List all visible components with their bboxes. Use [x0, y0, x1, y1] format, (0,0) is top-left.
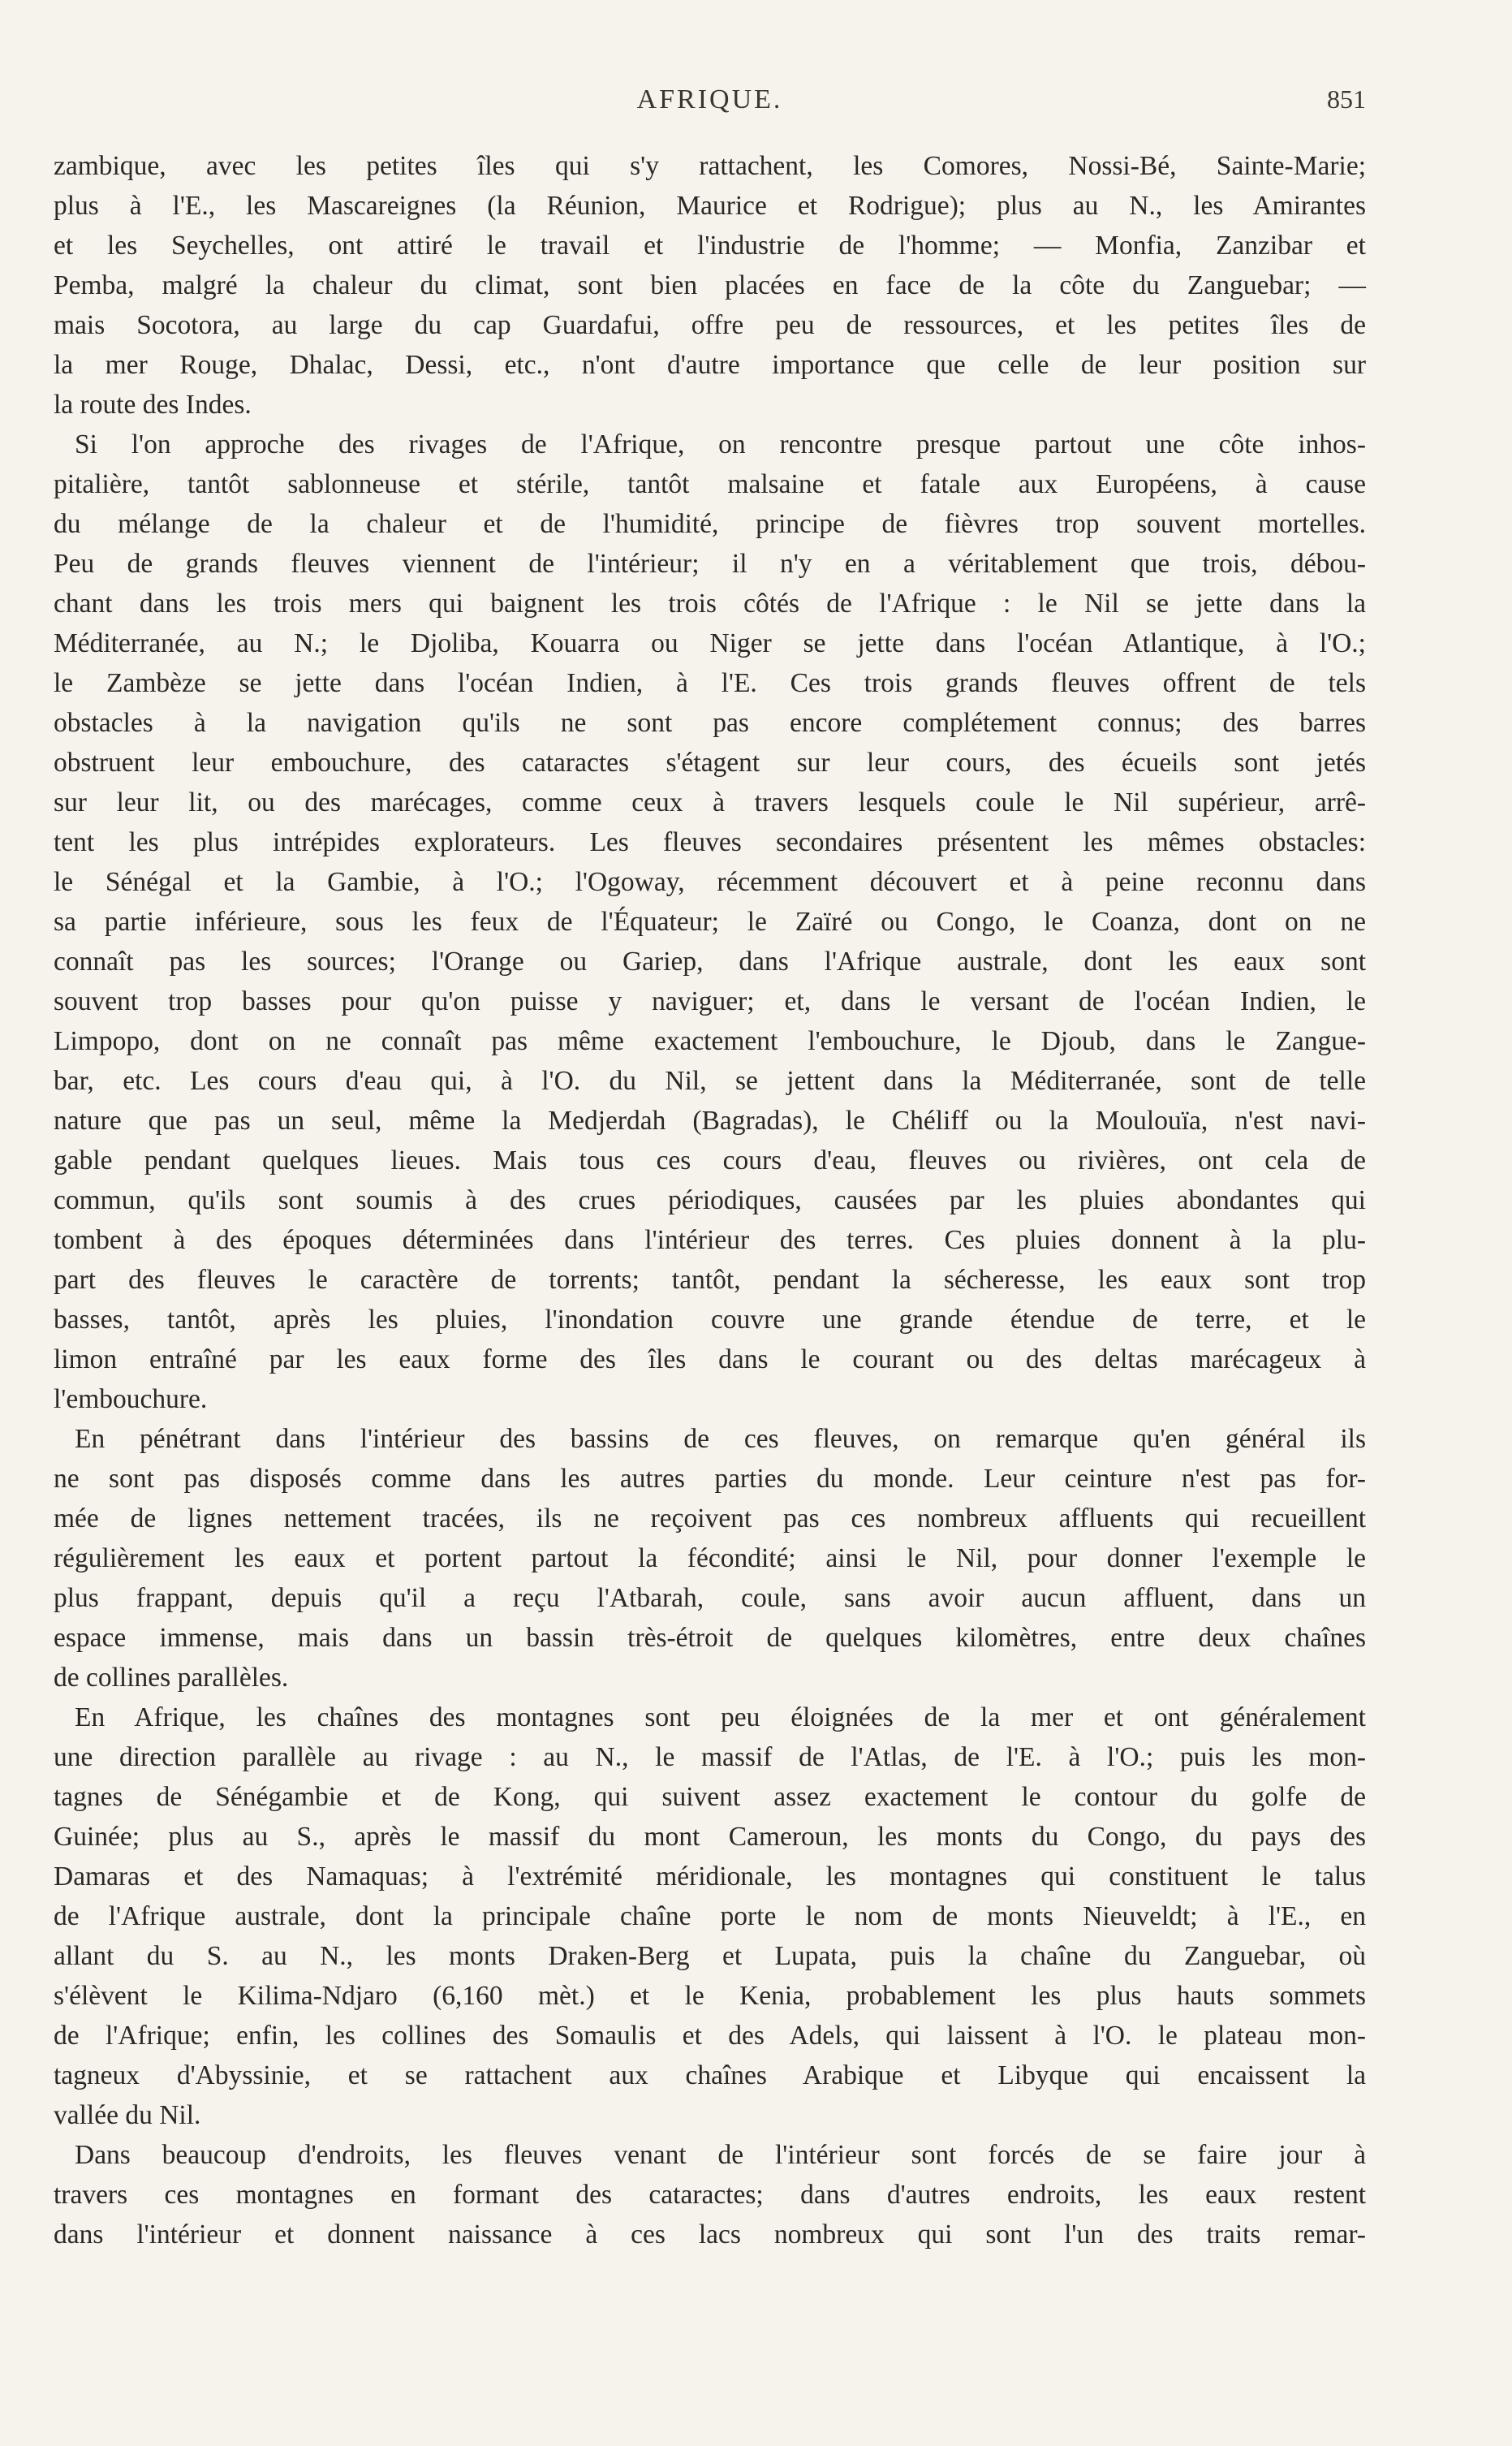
text-line: Limpopo, dont on ne connaît pas même exactement l'embouchure, le Djoub, dans le Zangue-: [54, 1026, 1366, 1056]
text-line: obstacles à la navigation qu'ils ne sont pas encore complétement connus; des barres: [54, 708, 1366, 738]
text-line: ne sont pas disposés comme dans les autres parties du monde. Leur ceinture n'est pas for-: [54, 1464, 1366, 1494]
text-line: commun, qu'ils sont soumis à des crues périodiques, causées par les pluies abondantes qui: [54, 1185, 1366, 1215]
text-line: travers ces montagnes en formant des cataractes; dans d'autres endroits, les eaux restent: [54, 2180, 1366, 2210]
text-line: gable pendant quelques lieues. Mais tous ces cours d'eau, fleuves ou rivières, ont cela de: [54, 1145, 1366, 1176]
text-line: de l'Afrique; enfin, les collines des Somaulis et des Adels, qui laissent à l'O. le plateau mon-: [54, 2021, 1366, 2051]
text-line: mée de lignes nettement tracées, ils ne reçoivent pas ces nombreux affluents qui recueillent: [54, 1503, 1366, 1534]
text-line: pitalière, tantôt sablonneuse et stérile, tantôt malsaine et fatale aux Européens, à cause: [54, 469, 1366, 499]
paragraph-start-line: Si l'on approche des rivages de l'Afrique, on rencontre presque partout une côte inhos-: [75, 429, 1366, 459]
text-line: souvent trop basses pour qu'on puisse y naviguer; et, dans le versant de l'océan Indien, le: [54, 986, 1366, 1016]
text-line: tent les plus intrépides explorateurs. Les fleuves secondaires présentent les mêmes obstacles:: [54, 827, 1366, 857]
text-line: chant dans les trois mers qui baignent les trois côtés de l'Afrique : le Nil se jette dans la: [54, 589, 1366, 619]
text-line: part des fleuves le caractère de torrents; tantôt, pendant la sécheresse, les eaux sont trop: [54, 1265, 1366, 1295]
text-line: le Sénégal et la Gambie, à l'O.; l'Ogoway, récemment découvert et à peine reconnu dans: [54, 867, 1366, 897]
text-line: bar, etc. Les cours d'eau qui, à l'O. du Nil, se jettent dans la Méditerranée, sont de telle: [54, 1066, 1366, 1096]
paragraph-start-line: En Afrique, les chaînes des montagnes sont peu éloignées de la mer et ont généralement: [75, 1702, 1366, 1732]
text-line: tagnes de Sénégambie et de Kong, qui suivent assez exactement le contour du golfe de: [54, 1782, 1366, 1812]
text-line: espace immense, mais dans un bassin très-étroit de quelques kilomètres, entre deux chaînes: [54, 1623, 1366, 1653]
text-line: l'embouchure.: [54, 1384, 208, 1414]
text-line: la route des Indes.: [54, 390, 252, 420]
text-line: s'élèvent le Kilima-Ndjaro (6,160 mèt.) et le Kenia, probablement les plus hauts sommets: [54, 1981, 1366, 2011]
text-line: tombent à des époques déterminées dans l'intérieur des terres. Ces pluies donnent à la plu-: [54, 1225, 1366, 1255]
text-line: nature que pas un seul, même la Medjerdah (Bagradas), le Chéliff ou la Moulouïa, n'est navi-: [54, 1106, 1366, 1136]
text-line: sa partie inférieure, sous les feux de l'Équateur; le Zaïré ou Congo, le Coanza, dont on ne: [54, 907, 1366, 937]
text-line: dans l'intérieur et donnent naissance à ces lacs nombreux qui sont l'un des traits remar-: [54, 2220, 1366, 2250]
text-line: Damaras et des Namaquas; à l'extrémité méridionale, les montagnes qui constituent le talus: [54, 1861, 1366, 1892]
text-line: régulièrement les eaux et portent partout la fécondité; ainsi le Nil, pour donner l'exemple le: [54, 1543, 1366, 1573]
text-line: de collines parallèles.: [54, 1663, 289, 1693]
text-line: tagneux d'Abyssinie, et se rattachent aux chaînes Arabique et Libyque qui encaissent la: [54, 2060, 1366, 2090]
paragraph-start-line: Dans beaucoup d'endroits, les fleuves venant de l'intérieur sont forcés de se faire jour à: [75, 2140, 1366, 2170]
body-text: [54, 146, 1366, 2254]
text-line: plus frappant, depuis qu'il a reçu l'Atbarah, coule, sans avoir aucun affluent, dans un: [54, 1583, 1366, 1613]
paragraph-start-line: En pénétrant dans l'intérieur des bassins de ces fleuves, on remarque qu'en général ils: [75, 1424, 1366, 1454]
text-line: limon entraîné par les eaux forme des îles dans le courant ou des deltas marécageux à: [54, 1344, 1366, 1374]
text-line: une direction parallèle au rivage : au N., le massif de l'Atlas, de l'E. à l'O.; puis les mon-: [54, 1742, 1366, 1772]
text-line: vallée du Nil.: [54, 2100, 201, 2130]
text-line: sur leur lit, ou des marécages, comme ceux à travers lesquels coule le Nil supérieur, arrê-: [54, 787, 1366, 817]
text-line: basses, tantôt, après les pluies, l'inondation couvre une grande étendue de terre, et le: [54, 1305, 1366, 1335]
text-line: de l'Afrique australe, dont la principale chaîne porte le nom de monts Nieuveldt; à l'E., en: [54, 1901, 1366, 1931]
text-line: la mer Rouge, Dhalac, Dessi, etc., n'ont d'autre importance que celle de leur position sur: [54, 350, 1366, 380]
text-line: Peu de grands fleuves viennent de l'intérieur; il n'y en a véritablement que trois, débou-: [54, 549, 1366, 579]
text-line: connaît pas les sources; l'Orange ou Gariep, dans l'Afrique australe, dont les eaux sont: [54, 947, 1366, 977]
text-line: et les Seychelles, ont attiré le travail et l'industrie de l'homme; — Monfia, Zanzibar et: [54, 231, 1366, 261]
text-line: plus à l'E., les Mascareignes (la Réunion, Maurice et Rodrigue); plus au N., les Amirantes: [54, 191, 1366, 221]
text-line: du mélange de la chaleur et de l'humidité, principe de fièvres trop souvent mortelles.: [54, 509, 1366, 539]
text-line: le Zambèze se jette dans l'océan Indien, à l'E. Ces trois grands fleuves offrent de tels: [54, 668, 1366, 698]
text-line: mais Socotora, au large du cap Guardafui, offre peu de ressources, et les petites îles de: [54, 310, 1366, 340]
running-header: [54, 84, 1366, 125]
text-line: Pemba, malgré la chaleur du climat, sont bien placées en face de la côte du Zanguebar; —: [54, 270, 1366, 300]
text-line: Guinée; plus au S., après le massif du mont Cameroun, les monts du Congo, du pays des: [54, 1822, 1366, 1852]
text-line: zambique, avec les petites îles qui s'y rattachent, les Comores, Nossi-Bé, Sainte-Marie;: [54, 151, 1366, 181]
running-title: AFRIQUE.: [636, 84, 783, 114]
text-line: obstruent leur embouchure, des cataractes s'étagent sur leur cours, des écueils sont jetés: [54, 748, 1366, 778]
text-line: allant du S. au N., les monts Draken-Berg et Lupata, puis la chaîne du Zanguebar, où: [54, 1941, 1366, 1971]
page-number: 851: [1327, 84, 1366, 114]
text-line: Méditerranée, au N.; le Djoliba, Kouarra ou Niger se jette dans l'océan Atlantique, à l'O.;: [54, 628, 1366, 658]
